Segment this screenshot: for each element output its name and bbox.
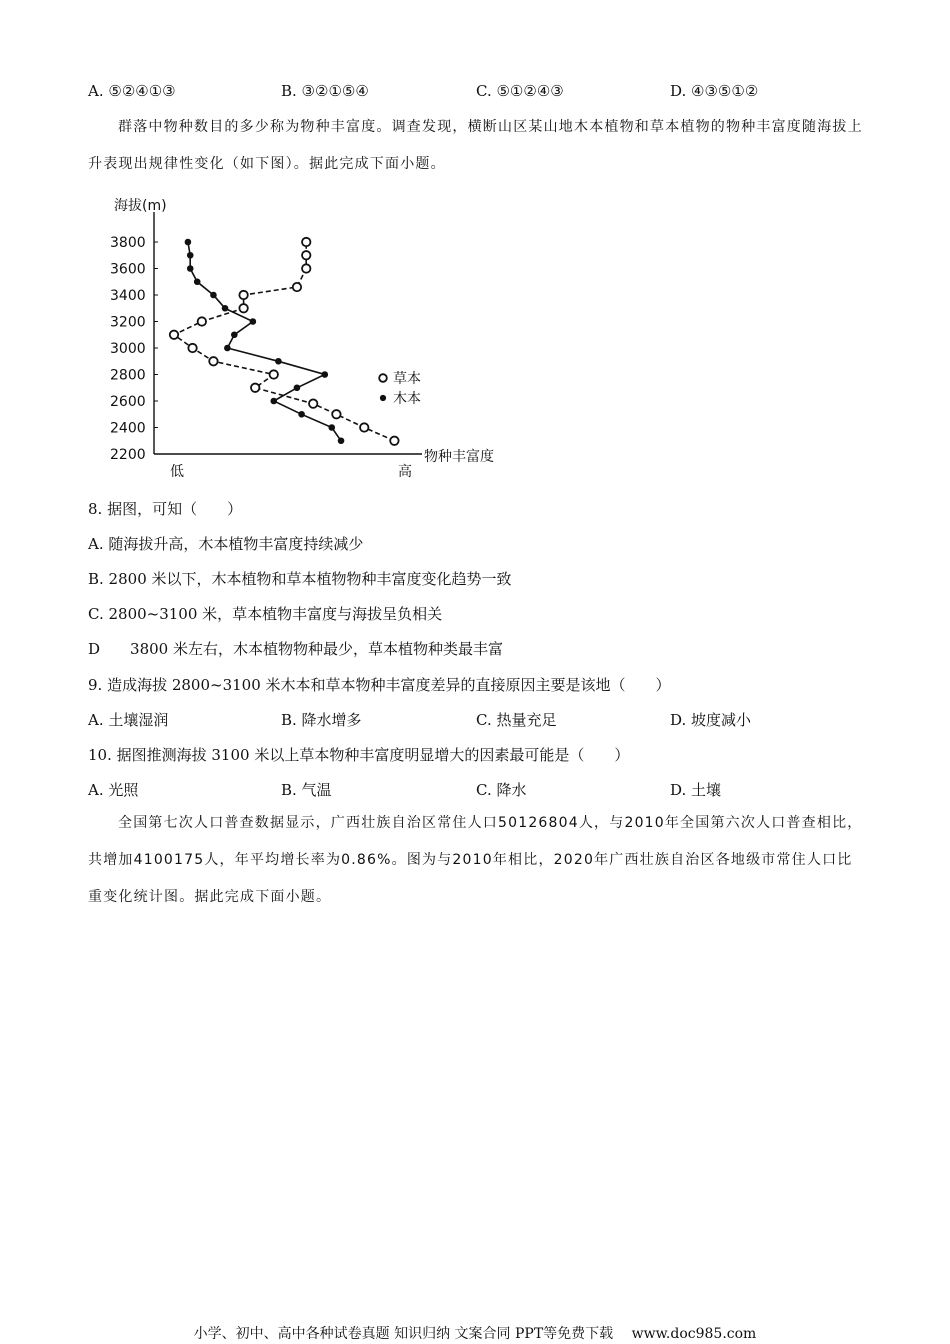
wood-point-10	[222, 305, 228, 311]
legend-label-wood: 木本	[393, 391, 421, 407]
q8-option-a: A. 随海拔升高，木本植物丰富度持续减少	[88, 535, 364, 553]
herb-point-3	[309, 399, 317, 407]
y-tick-label-3600: 3600	[110, 261, 146, 278]
page-footer: 小学、初中、高中各种试卷真题 知识归纳 文案合同 PPT等免费下载 www.doc985.com	[193, 1326, 757, 1342]
wood-point-8	[232, 332, 238, 338]
herb-point-8	[170, 331, 178, 339]
q9-option-c: C. 热量充足	[476, 711, 557, 729]
herb-point-5	[270, 370, 278, 378]
intro-paragraph: 群落中物种数目的多少称为物种丰富度。调查发现，横断山区某山地木本植物和草本植物的物种丰富度随海拔上升表现出规律性变化（如下图）。据此完成下面小题。	[88, 119, 863, 172]
wood-point-15	[185, 239, 191, 245]
herb-point-10	[239, 304, 247, 312]
q9-option-d: D. 坡度减小	[670, 711, 752, 729]
y-tick-label-3000: 3000	[110, 341, 146, 357]
x-high-label: 高	[398, 464, 412, 480]
q9-option-a: A. 土壤湿润	[88, 711, 169, 729]
q7-option-a: A. ⑤②④①③	[88, 82, 176, 100]
q10-option-d: D. 土壤	[670, 781, 722, 799]
legend-marker-wood	[380, 395, 385, 400]
wood-point-13	[187, 266, 193, 272]
wood-point-5	[322, 372, 328, 378]
herb-point-6	[209, 357, 217, 365]
q10-option-b: B. 气温	[281, 781, 332, 799]
herb-point-11	[239, 291, 247, 299]
herb-point-2	[332, 410, 340, 418]
q8-stem: 8. 据图，可知（ ）	[88, 500, 243, 518]
y-tick-label-3400: 3400	[110, 288, 146, 304]
chart-axes	[154, 212, 422, 454]
wood-point-9	[250, 319, 256, 325]
census-paragraph: 全国第七次人口普查数据显示，广西壮族自治区常住人口50126804人，与2010年全国第六次人口普查相比，共增加4100175人，年平均增长率为0.86%。图为与2010年相比，2020年广西壮族自治区各地级市常住人口比重变化统计图。据此完成下面小题。	[88, 815, 863, 905]
legend-marker-herb	[379, 374, 387, 382]
legend-label-herb: 草本	[393, 371, 421, 387]
q8-option-d: D 3800 米左右，木本植物物种最少，草本植物种类最丰富	[88, 640, 503, 658]
species-richness-chart	[110, 190, 520, 480]
q7-option-d: D. ④③⑤①②	[670, 82, 759, 100]
y-tick-label-3200: 3200	[110, 314, 146, 331]
legend	[379, 370, 421, 407]
y-tick-label-2400: 2400	[110, 420, 146, 437]
series-line-0	[174, 242, 394, 441]
wood-point-1	[329, 425, 335, 431]
herb-point-15	[302, 238, 310, 246]
y-tick-label-3800: 3800	[110, 235, 146, 251]
herb-point-12	[293, 283, 301, 291]
wood-point-2	[299, 411, 305, 417]
q10-stem: 10. 据图推测海拔 3100 米以上草本物种丰富度明显增大的因素最可能是（ ）	[88, 746, 630, 764]
y-tick-label-2600: 2600	[110, 394, 146, 410]
herb-point-0	[390, 437, 398, 445]
wood-point-0	[338, 438, 344, 444]
y-ticks	[110, 235, 158, 463]
wood-point-7	[225, 345, 231, 351]
q9-stem: 9. 造成海拔 2800~3100 米木本和草本物种丰富度差异的直接原因主要是该地（ ）	[88, 676, 671, 694]
wood-point-3	[271, 398, 277, 404]
q8-option-b: B. 2800 米以下，木本植物和草本植物物种丰富度变化趋势一致	[88, 570, 512, 588]
wood-point-6	[276, 358, 282, 364]
wood-point-11	[211, 292, 217, 298]
herb-point-9	[198, 317, 206, 325]
wood-point-4	[294, 385, 300, 391]
herb-point-4	[251, 384, 259, 392]
herb-point-1	[360, 423, 368, 431]
x-axis-label: 物种丰富度	[424, 449, 494, 465]
q10-option-a: A. 光照	[88, 781, 139, 799]
herb-point-14	[302, 251, 310, 259]
series-line-1	[188, 242, 341, 441]
y-axis-label: 海拔(m)	[114, 198, 167, 214]
herb-point-13	[302, 264, 310, 272]
q9-option-b: B. 降水增多	[281, 711, 362, 729]
y-tick-label-2800: 2800	[110, 367, 146, 384]
wood-point-12	[194, 279, 200, 285]
herb-point-7	[188, 344, 196, 352]
x-low-label: 低	[170, 464, 184, 480]
q10-option-c: C. 降水	[476, 781, 527, 799]
q7-option-c: C. ⑤①②④③	[476, 82, 564, 100]
wood-point-14	[187, 252, 193, 258]
q8-option-c: C. 2800~3100 米，草本植物丰富度与海拔呈负相关	[88, 605, 443, 623]
series-layer	[170, 238, 399, 445]
y-tick-label-2200: 2200	[110, 447, 146, 463]
q7-option-b: B. ③②①⑤④	[281, 82, 369, 100]
